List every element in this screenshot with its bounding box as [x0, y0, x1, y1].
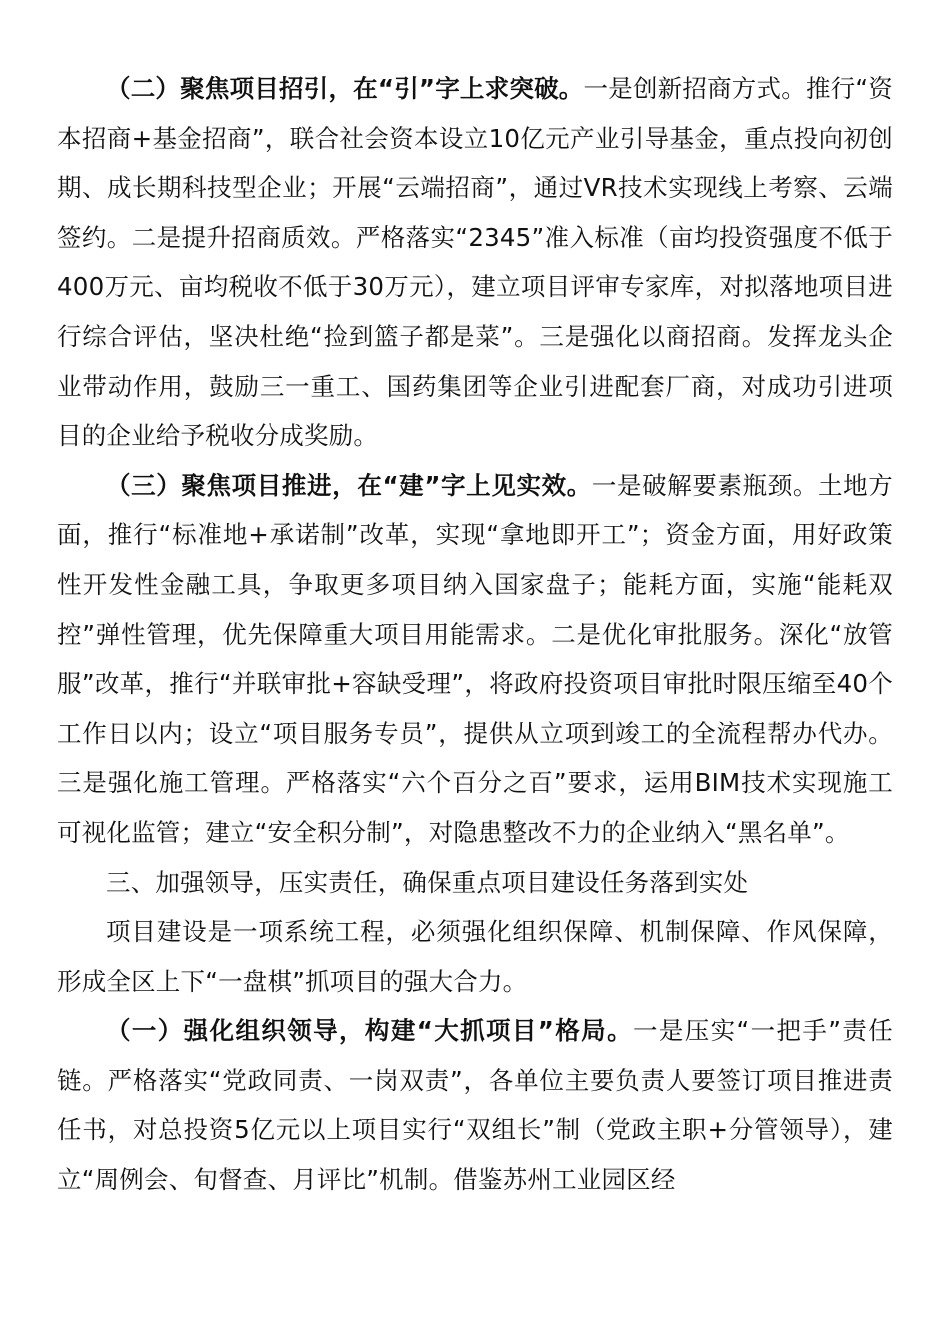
section-title-leadership [57, 858, 893, 908]
paragraph-body: 一是压实“一把手”责任链。严格落实“党政同责、一岗双责”，各单位主要负责人要签订项目推进责任书，对总投资5亿元以上项目实行“双组长”制（党政主职+分管领导），建立“周例会、旬督查、月评比”机制。借鉴苏州工业园区经 [57, 1016, 893, 1195]
section-heading: （三）聚焦项目推进，在“建”字上见实效。 [106, 470, 592, 500]
section-heading: （一）强化组织领导，构建“大抓项目”格局。 [106, 1016, 633, 1046]
section-heading: （二）聚焦项目招引，在“引”字上求突破。 [106, 74, 584, 103]
paragraph-attract-investment [57, 64, 893, 461]
paragraph-body: 一是创新招商方式。推行“资本招商+基金招商”，联合社会资本设立10亿元产业引导基金，重点投向初创期、成长期科技型企业；开展“云端招商”，通过VR技术实现线上考察、云端签约。二是提升招商质效。严格落实“2345”准入标准（亩均投资强度不低于400万元、亩均税收不低于30万元），建立项目评审专家库，对拟落地项目进行综合评估，坚决杜绝“捡到篮子都是菜”。三是强化以商招商。发挥龙头企业带动作用，鼓励三一重工、国药集团等企业引进配套厂商，对成功引进项目的企业给予税收分成奖励。 [57, 74, 893, 451]
paragraph-body: 一是破解要素瓶颈。土地方面，推行“标准地+承诺制”改革，实现“拿地即开工”；资金方面，用好政策性开发性金融工具，争取更多项目纳入国家盘子；能耗方面，实施“能耗双控”弹性管理，优先保障重大项目用能需求。二是优化审批服务。深化“放管服”改革，推行“并联审批+容缺受理”，将政府投资项目审批时限压缩至40个工作日以内；设立“项目服务专员”，提供从立项到竣工的全流程帮办代办。三是强化施工管理。严格落实“六个百分之百”要求，运用BIM技术实现施工可视化监管；建立“安全积分制”，对隐患整改不力的企业纳入“黑名单”。 [57, 470, 893, 847]
document-page [57, 64, 893, 1205]
paragraph-project-advancement [57, 461, 893, 858]
paragraph-intro [57, 907, 893, 1006]
paragraph-body: 项目建设是一项系统工程，必须强化组织保障、机制保障、作风保障，形成全区上下“一盘棋”抓项目的强大合力。 [57, 917, 893, 996]
paragraph-organization-leadership [57, 1006, 893, 1204]
section-title-text: 三、加强领导，压实责任，确保重点项目建设任务落到实处 [106, 867, 749, 897]
